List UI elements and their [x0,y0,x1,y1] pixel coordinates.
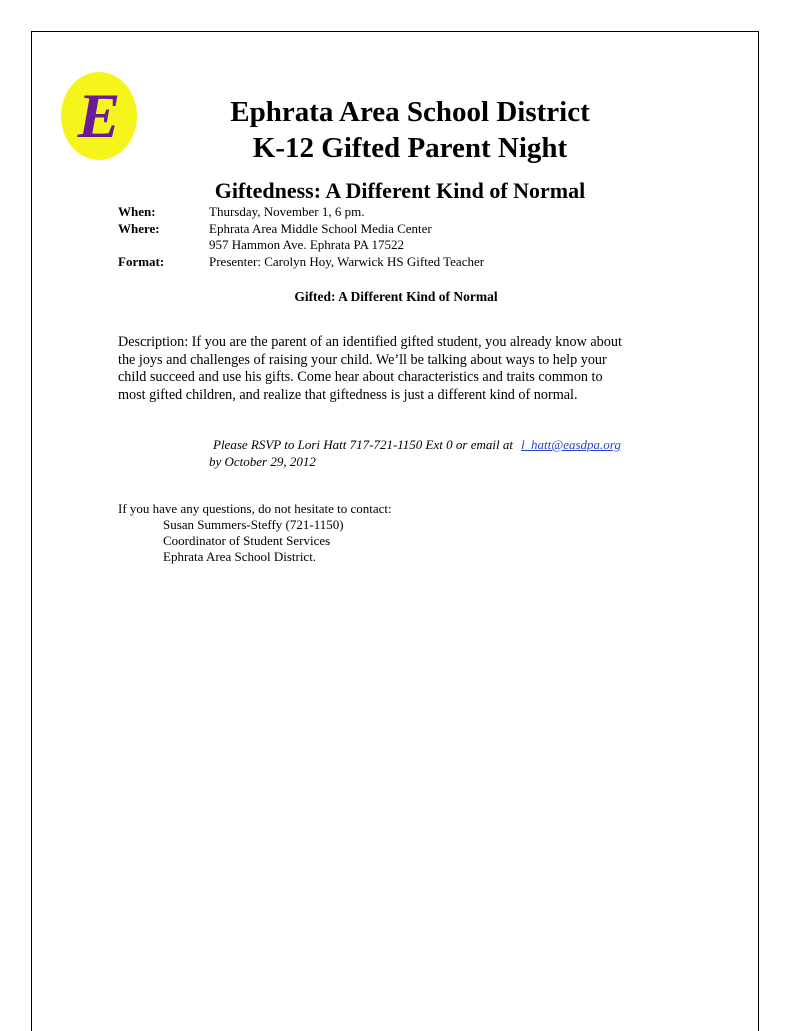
format-value: Presenter: Carolyn Hoy, Warwick HS Gifted Teacher [209,253,485,269]
where-label: Where: [118,220,160,236]
page-title-event: K-12 Gifted Parent Night [252,132,568,164]
description-line: the joys and challenges of raising your child. We’ll be talking about ways to help your [118,351,607,368]
detail-row-format [118,254,484,271]
event-details [118,204,484,270]
where-value-line2: 957 Hammon Ave. Ephrata PA 17522 [209,237,404,252]
detail-row-where [118,221,484,238]
section-heading: Gifted: A Different Kind of Normal [294,289,498,304]
when-value: Thursday, November 1, 6 pm. [209,204,365,219]
rsvp-deadline: by October 29, 2012 [209,454,316,469]
logo-letter: E [77,80,121,151]
description-line: child succeed and use his gifts. Come hear about characteristics and traits common to [118,369,603,385]
contact-org: Ephrata Area School District. [163,549,317,564]
format-label: Format: [118,253,165,269]
description-paragraph [118,334,688,404]
email-link[interactable]: l_hatt@easdpa.org [520,437,621,452]
rsvp-text: Please RSVP to Lori Hatt 717-721-1150 Ext 0 or email at [213,437,513,452]
contact-block [118,501,392,565]
district-logo [60,71,138,161]
description-line: Description: If you are the parent of an identified gifted student, you already know about [118,334,622,350]
contact-intro: If you have any questions, do not hesitate to contact: [118,501,392,516]
detail-row-when [118,204,484,221]
page-title-district: Ephrata Area School District [230,96,590,128]
rsvp-block [209,436,621,470]
when-label: When: [118,204,156,219]
where-value-line1: Ephrata Area Middle School Media Center [209,220,432,236]
contact-name: Susan Summers-Steffy (721-1150) [163,517,344,532]
contact-title: Coordinator of Student Services [163,533,331,548]
rsvp-line [209,436,621,453]
page-subtitle: Giftedness: A Different Kind of Normal [214,178,586,203]
description-line: most gifted children, and realize that giftedness is just a different kind of normal. [118,386,578,403]
detail-row-where-address [118,237,484,254]
